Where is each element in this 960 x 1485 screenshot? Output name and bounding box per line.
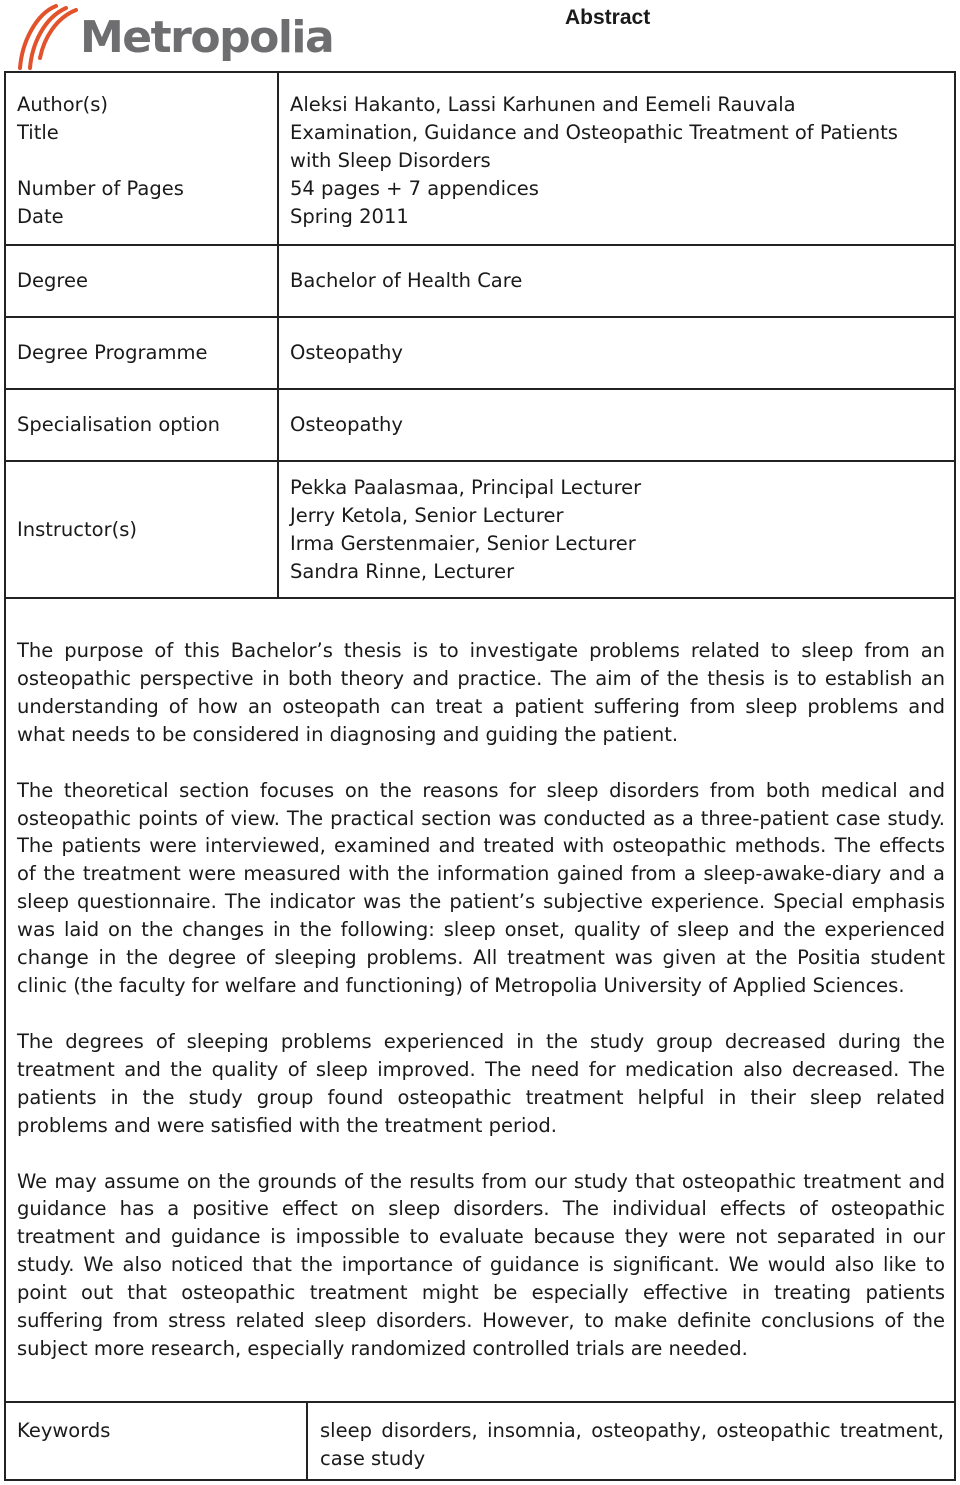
specialisation-value-cell — [279, 390, 954, 460]
instructor-3: Irma Gerstenmaier, Senior Lecturer — [290, 531, 636, 555]
specialisation-label-cell — [6, 390, 279, 460]
pages-label: Number of Pages — [17, 177, 184, 200]
author-value: Aleksi Hakanto, Lassi Karhunen and Eemeli Rauvala — [290, 93, 796, 116]
instructors-label: Instructor(s) — [17, 517, 137, 541]
degree-label-cell — [6, 246, 279, 316]
abstract-paragraph-4: We may assume on the grounds of the results from our study that osteopathic treatment and guidance has a positive effect on sleep disorders. The individual effects of osteopathic treatment and guidance is impossible to evaluate because they were not separated in our study. We also noticed that the importance of guidance is significant. We would also like to point out that osteopathic treatment might be especially effective in treating patients suffering from stress related sleep disorders. However, to make definite conclusions of the subject more research, especially randomized controlled trials are needed. — [17, 1169, 945, 1360]
keywords-label: Keywords — [17, 1419, 111, 1442]
specialisation-row — [6, 390, 954, 462]
instructor-4: Sandra Rinne, Lecturer — [290, 559, 515, 583]
logo-text: Metropolia — [80, 12, 334, 63]
keywords-value: sleep disorders, insomnia, osteopathy, osteopathic treatment, case study — [320, 1419, 944, 1470]
programme-label-cell — [6, 318, 279, 388]
date-label: Date — [17, 205, 64, 228]
title-value-line-1: Examination, Guidance and Osteopathic Treatment of Patients — [290, 121, 898, 144]
page-heading: Abstract — [565, 6, 651, 29]
thesis-info-labels — [6, 73, 279, 244]
metropolia-logo — [14, 2, 334, 72]
degree-value: Bachelor of Health Care — [290, 269, 523, 292]
instructors-row — [6, 462, 954, 599]
abstract-form — [4, 71, 956, 1481]
abstract-paragraph-2: The theoretical section focuses on the reasons for sleep disorders from both medical and osteopathic points of view. The practical section was conducted as a three-patient case study. The patients were interviewed, examined and treated with osteopathic methods. The effects of the treatment were measured with the information gained from a sleep-awake-diary and a sleep questionnaire. The indicator was the patient’s subjective experience. Special emphasis was laid on the changes in the following: sleep onset, quality of sleep and the experienced change in the degree of sleeping problems. All treatment was given at the Positia student clinic (the faculty for welfare and functioning) of Metropolia University of Applied Sciences. — [17, 778, 945, 997]
thesis-info-values — [279, 73, 954, 244]
instructors-value-cell — [279, 462, 954, 597]
specialisation-label: Specialisation option — [17, 413, 220, 436]
abstract-body — [17, 637, 945, 1391]
specialisation-value: Osteopathy — [290, 413, 403, 436]
abstract-paragraph-3: The degrees of sleeping problems experienced in the study group decreased during the treatment and the quality of sleep improved. The need for medication also decreased. The patients in the study group found osteopathic treatment helpful in their sleep related problems and were satisfied with the treatment period. — [17, 1029, 945, 1137]
programme-row — [6, 318, 954, 390]
instructor-1: Pekka Paalasmaa, Principal Lecturer — [290, 475, 642, 499]
date-value: Spring 2011 — [290, 205, 409, 228]
metropolia-logo-icon — [14, 2, 84, 72]
keywords-row — [6, 1401, 954, 1479]
abstract-paragraph-1: The purpose of this Bachelor’s thesis is to investigate problems related to sleep from an osteopathic perspective in both theory and practice. The aim of the thesis is to establish an understanding of how an osteopath can treat a patient suffering from sleep problems and what needs to be considered in diagnosing and guiding the patient. — [17, 639, 945, 746]
instructors-label-cell — [6, 462, 279, 597]
degree-value-cell — [279, 246, 954, 316]
keywords-label-cell — [6, 1403, 308, 1479]
title-label: Title — [17, 121, 59, 144]
programme-label: Degree Programme — [17, 341, 208, 364]
instructor-2: Jerry Ketola, Senior Lecturer — [290, 503, 564, 527]
thesis-info-row — [6, 73, 954, 246]
keywords-value-cell — [308, 1403, 954, 1473]
author-label: Author(s) — [17, 93, 109, 116]
programme-value: Osteopathy — [290, 341, 403, 364]
title-value-line-2: with Sleep Disorders — [290, 149, 491, 172]
degree-row — [6, 246, 954, 318]
pages-value: 54 pages + 7 appendices — [290, 177, 539, 200]
programme-value-cell — [279, 318, 954, 388]
degree-label: Degree — [17, 269, 88, 292]
